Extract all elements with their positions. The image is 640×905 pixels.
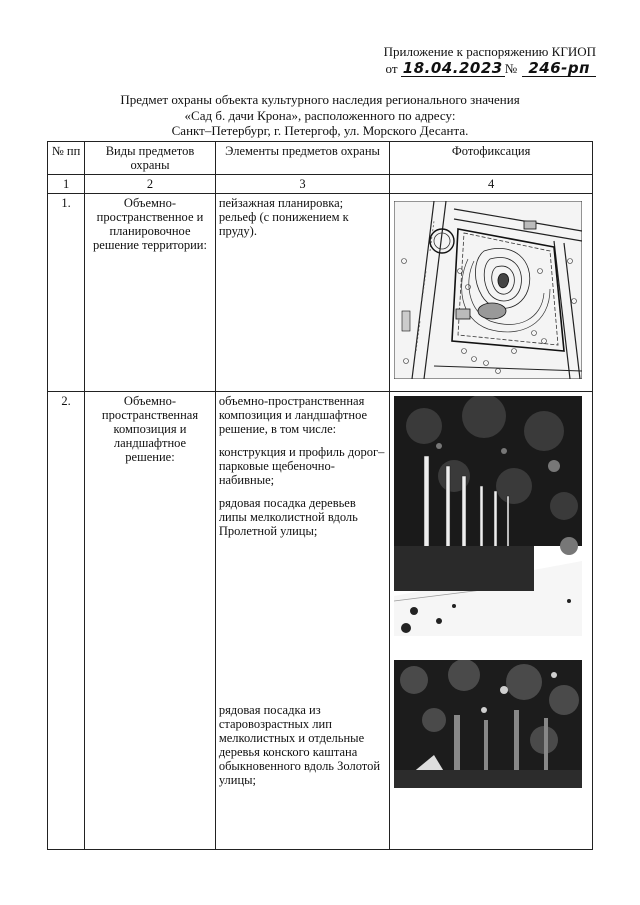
header-num: № пп bbox=[48, 142, 85, 175]
title-line-2: «Сад б. дачи Крона», расположенного по адресу: bbox=[184, 107, 456, 123]
header-kind: Виды предметов охраны bbox=[85, 142, 216, 175]
row-num: 2. bbox=[48, 392, 85, 850]
document-header bbox=[384, 44, 596, 77]
row-num: 1. bbox=[48, 194, 85, 392]
table-row bbox=[48, 392, 593, 850]
row-elements bbox=[215, 194, 389, 392]
order-date-line bbox=[384, 60, 596, 77]
table-index-row bbox=[48, 175, 593, 194]
header-elements: Элементы предметов охраны bbox=[215, 142, 389, 175]
element-item: конструкция и профиль дорог– парковые щебеночно-набивные; bbox=[218, 445, 385, 487]
golden-street-trees-photo bbox=[394, 660, 582, 788]
element-item: объемно-пространственная композиция и ландшафтное решение, в том числе: bbox=[218, 394, 368, 436]
table-header-row bbox=[48, 142, 593, 175]
protection-table bbox=[47, 141, 593, 850]
index-cell: 2 bbox=[85, 175, 216, 194]
document-title bbox=[0, 92, 640, 139]
title-line-3: Санкт–Петербург, г. Петергоф, ул. Морского Десанта. bbox=[171, 123, 469, 138]
appendix-line: Приложение к распоряжению КГИОП bbox=[383, 44, 596, 59]
linden-alley-photo bbox=[394, 396, 582, 636]
element-item: пейзажная планировка; bbox=[218, 196, 344, 210]
header-photo: Фотофиксация bbox=[390, 142, 593, 175]
photo-cell bbox=[390, 194, 593, 392]
site-plan-map-image bbox=[394, 201, 582, 379]
index-cell: 4 bbox=[390, 175, 593, 194]
from-label: от bbox=[385, 61, 398, 76]
row-kind: Объемно-пространственная композиция и ландшафтное решение: bbox=[85, 392, 216, 850]
table-row bbox=[48, 194, 593, 392]
element-item: рельеф (с понижением к пруду). bbox=[218, 210, 349, 238]
index-cell: 1 bbox=[48, 175, 85, 194]
photo-cell bbox=[390, 392, 593, 850]
index-cell: 3 bbox=[215, 175, 389, 194]
number-sign: № bbox=[504, 61, 518, 76]
element-item: рядовая посадка деревьев липы мелколистной вдоль Пролетной улицы; bbox=[218, 496, 358, 538]
element-item-lower: рядовая посадка из старовозрастных лип мелколистных и отдельные деревья конского каштана обыкновенного вдоль Золотой улицы; bbox=[218, 703, 381, 787]
handwritten-date: 18.04.2023 bbox=[402, 59, 503, 77]
row-elements bbox=[215, 392, 389, 850]
row-kind: Объемно-пространственное и планировочное решение территории: bbox=[85, 194, 216, 392]
handwritten-number: 246-рп bbox=[522, 60, 596, 77]
title-line-1: Предмет охраны объекта культурного наследия регионального значения bbox=[120, 92, 520, 107]
